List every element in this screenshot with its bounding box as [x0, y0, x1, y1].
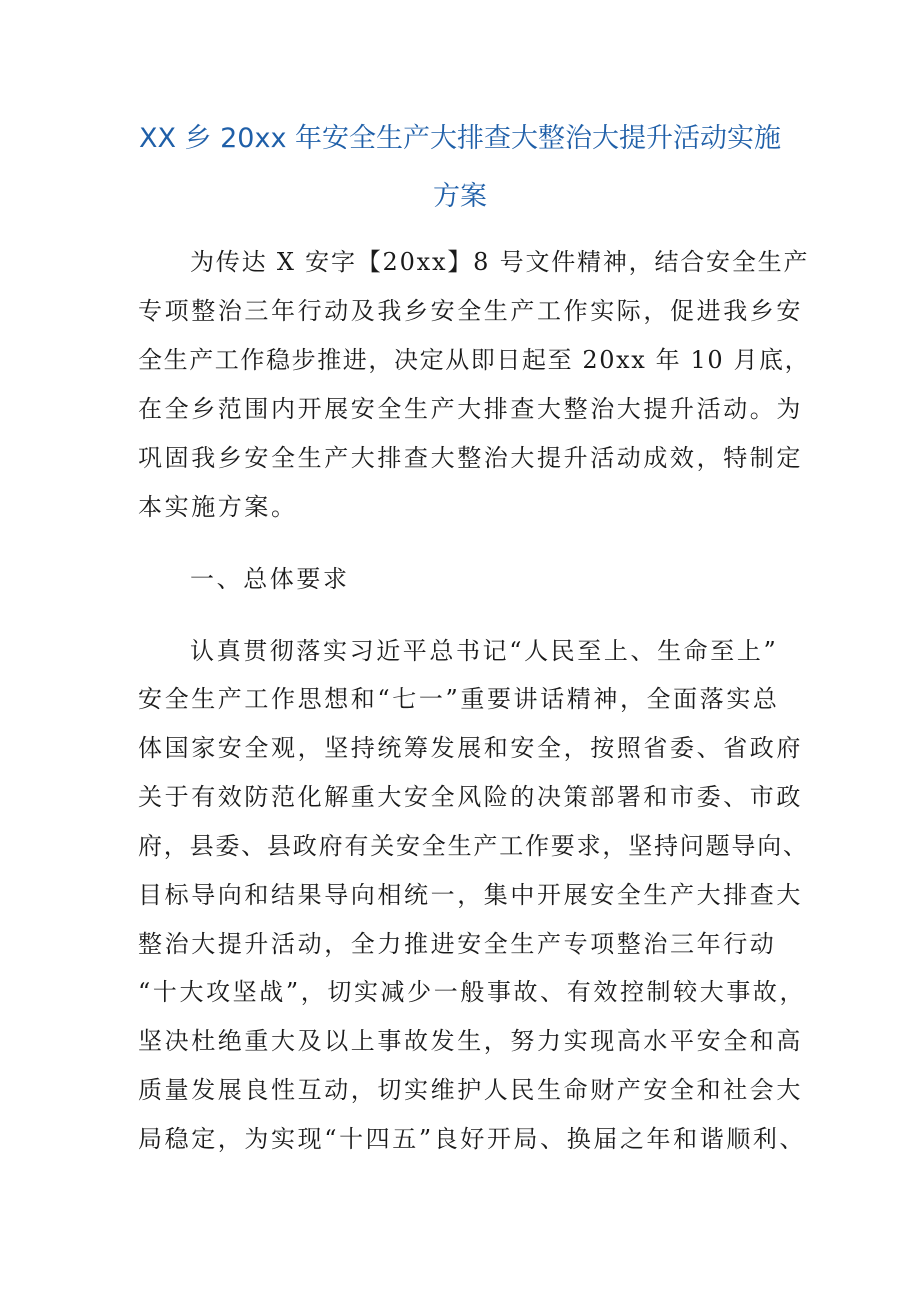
paragraph1-line-3: 全生产工作稳步推进，决定从即日起至 20xx 年 10 月底， [138, 346, 811, 374]
paragraph2-line-3: 体国家安全观，坚持统筹发展和安全，按照省委、省政府 [138, 734, 803, 762]
title-line-2: 方案 [433, 181, 487, 212]
paragraph2-line-11: 局稳定，为实现“十四五”良好开局、换届之年和谐顺利、 [138, 1125, 807, 1153]
section-heading-overall-requirements: 一、总体要求 [190, 565, 350, 593]
paragraph1-line-6: 本实施方案。 [138, 493, 298, 521]
title-line-1: XX 乡 20xx 年安全生产大排查大整治大提升活动实施 [138, 123, 782, 154]
paragraph1-line-4: 在全乡范围内开展安全生产大排查大整治大提升活动。为 [138, 395, 803, 423]
paragraph2-line-1: 认真贯彻落实习近平总书记“人民至上、生命至上” [190, 637, 779, 665]
paragraph2-line-8: “十大攻坚战”，切实减少一般事故、有效控制较大事故， [138, 978, 807, 1006]
paragraph2-line-5: 府，县委、县政府有关安全生产工作要求，坚持问题导向、 [138, 832, 809, 860]
paragraph2-line-6: 目标导向和结果导向相统一，集中开展安全生产大排查大 [138, 881, 803, 909]
paragraph2-line-2: 安全生产工作思想和“七一”重要讲话精神，全面落实总 [138, 685, 780, 713]
paragraph1-line-5: 巩固我乡安全生产大排查大整治大提升活动成效，特制定 [138, 444, 803, 472]
document-title [120, 110, 800, 226]
paragraph2-line-7: 整治大提升活动，全力推进安全生产专项整治三年行动 [138, 930, 777, 958]
paragraph2-line-4: 关于有效防范化解重大安全风险的决策部署和市委、市政 [138, 783, 803, 811]
paragraph1-line-2: 专项整治三年行动及我乡安全生产工作实际，促进我乡安 [138, 297, 803, 325]
paragraph2-line-9: 坚决杜绝重大及以上事故发生，努力实现高水平安全和高 [138, 1027, 803, 1055]
paragraph2-line-10: 质量发展良性互动，切实维护人民生命财产安全和社会大 [138, 1076, 803, 1104]
paragraph1-line-1: 为传达 X 安字【20xx】8 号文件精神，结合安全生产 [190, 248, 810, 276]
